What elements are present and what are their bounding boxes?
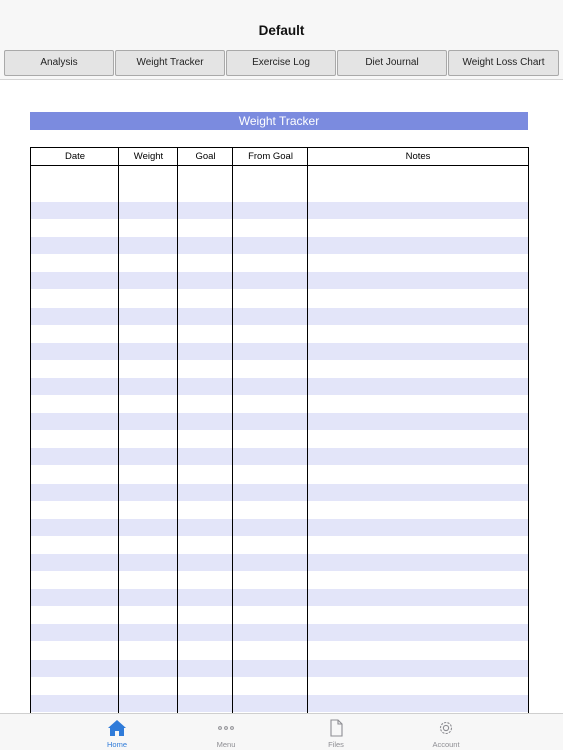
- table-row-stripe: [30, 448, 529, 465]
- tab-exercise-log[interactable]: Exercise Log: [226, 50, 336, 76]
- table-row-stripe: [30, 484, 529, 501]
- table-row-stripe: [30, 660, 529, 677]
- navigation-bar: [0, 0, 563, 47]
- sheet-title-banner: Weight Tracker: [30, 112, 528, 130]
- table-row-stripe: [30, 343, 529, 360]
- more-icon: [216, 719, 236, 737]
- home-icon: [107, 719, 127, 737]
- bottom-tab-label: Home: [106, 740, 127, 749]
- tab-weight-loss-chart[interactable]: Weight Loss Chart: [448, 50, 559, 76]
- column-divider: [232, 147, 233, 713]
- table-row-stripe: [30, 237, 529, 254]
- sheet-tab-bar: [0, 47, 563, 80]
- bottom-tab-label: Account: [432, 740, 460, 749]
- tab-diet-journal[interactable]: Diet Journal: [337, 50, 447, 76]
- table-row-stripe: [30, 378, 529, 395]
- tab-weight-tracker[interactable]: Weight Tracker: [115, 50, 225, 76]
- table-row-stripe: [30, 554, 529, 571]
- bottom-tab-menu[interactable]: [191, 714, 261, 750]
- table-header-row: [30, 147, 529, 166]
- gear-icon: [436, 719, 456, 737]
- table-row-stripe: [30, 413, 529, 430]
- weight-tracker-table[interactable]: [30, 147, 529, 713]
- bottom-tab-home[interactable]: [82, 714, 152, 750]
- bottom-tab-account[interactable]: [411, 714, 481, 750]
- table-row-stripe: [30, 624, 529, 641]
- column-header-goal: Goal: [195, 151, 216, 162]
- table-row-stripe: [30, 519, 529, 536]
- bottom-tab-label: Menu: [216, 740, 236, 749]
- table-row-stripe: [30, 695, 529, 712]
- bottom-tab-label: Files: [328, 740, 344, 749]
- column-header-notes: Notes: [405, 151, 431, 162]
- table-row-stripe: [30, 202, 529, 219]
- column-header-from-goal: From Goal: [248, 151, 293, 162]
- column-divider: [177, 147, 178, 713]
- table-row-stripe: [30, 589, 529, 606]
- column-divider: [118, 147, 119, 713]
- tab-analysis[interactable]: Analysis: [4, 50, 114, 76]
- file-icon: [326, 719, 346, 737]
- table-row-stripe: [30, 308, 529, 325]
- bottom-tab-bar: [0, 713, 563, 750]
- column-divider: [30, 147, 31, 713]
- table-row-stripe: [30, 272, 529, 289]
- bottom-tab-files[interactable]: [301, 714, 371, 750]
- column-header-date: Date: [64, 151, 86, 162]
- page-title: Default: [258, 23, 305, 38]
- column-header-weight: Weight: [133, 151, 164, 162]
- column-divider: [307, 147, 308, 713]
- column-divider: [528, 147, 529, 713]
